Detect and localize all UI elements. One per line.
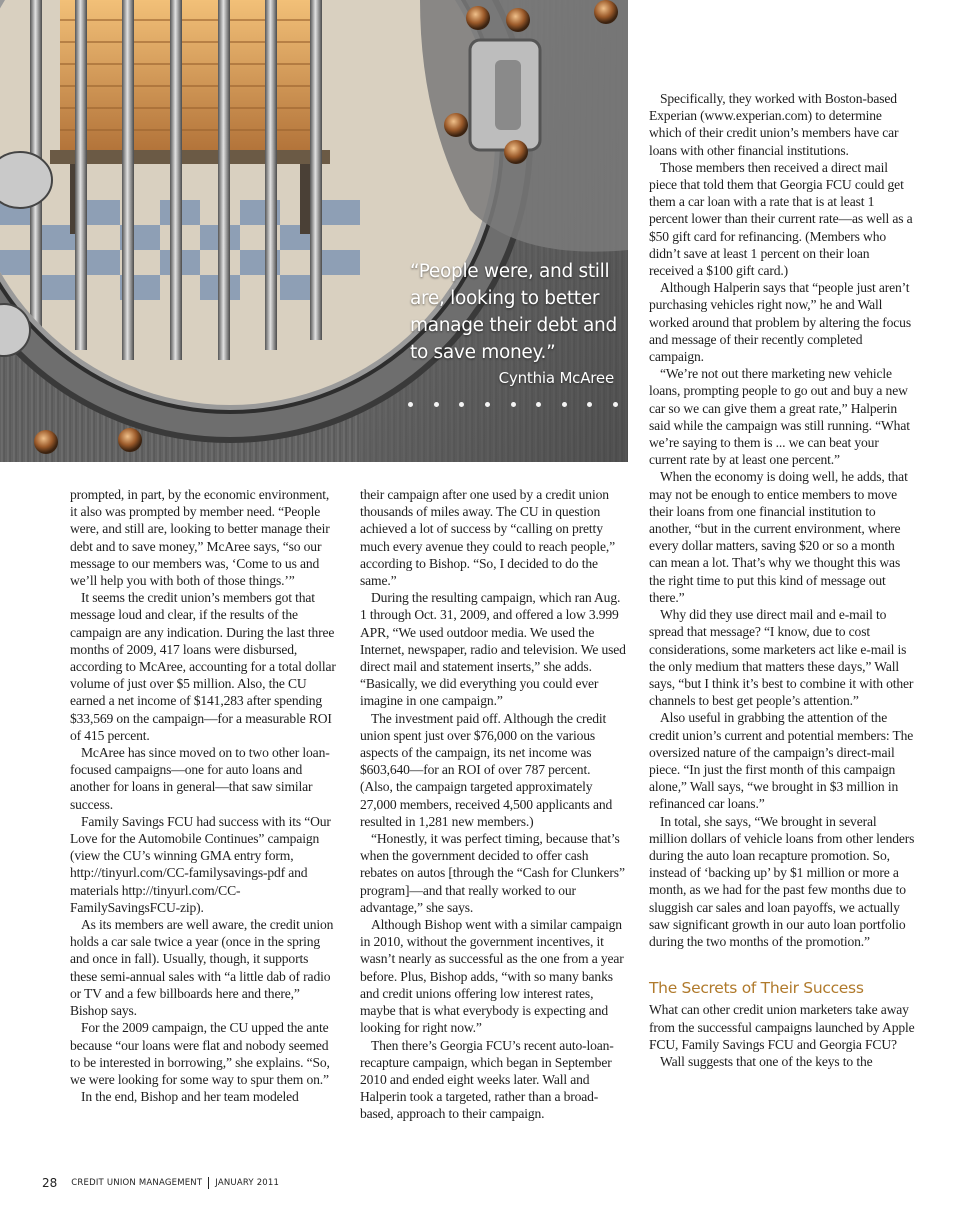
- paragraph: During the resulting campaign, which ran Aug. 1 through Oct. 31, 2009, and offered a low 3.999 APR, “We used outdoor media. We used the Internet, newspaper, radio and television. We used direct mail and statement inserts,” she adds. “Basically, we did everything you could ever imagine in one campaign.”: [360, 590, 626, 709]
- paragraph: McAree has since moved on to two other loan-focused campaigns—one for auto loans and another for loans in general—that saw similar success.: [70, 745, 330, 812]
- dot-icon: [562, 402, 567, 407]
- paragraph: For the 2009 campaign, the CU upped the ante because “our loans were flat and nobody seemed to be interested in borrowing,” she explains. “So, we were looking for some way to spur them on.”: [70, 1020, 330, 1087]
- paragraph: Wall suggests that one of the keys to the: [660, 1053, 873, 1069]
- dot-icon: [536, 402, 541, 407]
- decorative-dot-row: [408, 402, 618, 407]
- article-column-1: [70, 486, 336, 1105]
- paragraph: When the economy is doing well, he adds, that may not be enough to entice members to move their loans from one financial institution to another, “but in the current environment, where every dollar matters, saving $20 or so a month can mean a lot. That’s why we thought this was the right time to put this kind of message out there.”: [649, 469, 908, 605]
- paragraph: The investment paid off. Although the credit union spent just over $76,000 on the various aspects of the campaign, its net income was $603,640—for an ROI of over 787 percent. (Also, the campaign targeted approximately 27,000 members, received 4,500 applicants and resulted in 1,281 new members.): [360, 710, 613, 829]
- issue-date: JANUARY 2011: [215, 1178, 280, 1188]
- hero-image: [0, 0, 628, 462]
- paragraph: What can other credit union marketers take away from the successful campaigns launched by Apple FCU, Family Savings FCU and Georgia FCU?: [649, 1002, 915, 1052]
- pull-quote: “People were, and still are, looking to better manage their debt and to save money.”: [410, 261, 617, 363]
- dot-icon: [485, 402, 490, 407]
- paragraph: Those members then received a direct mail piece that told them that Georgia FCU could get them a car loan with a rate that is at least 1 percent lower than their current rate—as well as a $50 gift card for refinancing. (Members who didn’t save at least 1 percent on their loan received a $100 gift card.): [649, 159, 913, 279]
- dot-icon: [587, 402, 592, 407]
- dot-icon: [434, 402, 439, 407]
- paragraph: In total, she says, “We brought in several million dollars of vehicle loans from other lenders during the auto loan recapture promotion. So, instead of ‘backing up’ by $1 million or more a month, as we had for the past few months due to sluggish car sales and loan payoffs, we actually saw significant growth in our auto loan portfolio during the two months of the promotion.”: [649, 813, 915, 949]
- bank-vault-gold-bars-icon: [0, 0, 628, 462]
- paragraph: “Honestly, it was perfect timing, because that’s when the government decided to offer cash rebates on autos [through the “Cash for Clunkers” program]—and that really worked to our advantage,” she says.: [360, 831, 625, 915]
- pull-quote-attribution: Cynthia McAree: [498, 369, 614, 387]
- paragraph: Although Halperin says that “people just aren’t purchasing vehicles right now,” he and Wall worked around that problem by altering the focus and message of their recently completed campaign.: [649, 280, 911, 365]
- dot-icon: [511, 402, 516, 407]
- page-number: 28: [42, 1176, 58, 1190]
- paragraph: Specifically, they worked with Boston-based Experian (www.experian.com) to determine which of their credit union’s members have car loans with other financial institutions.: [649, 91, 899, 158]
- paragraph: In the end, Bishop and her team modeled: [81, 1089, 299, 1105]
- dot-icon: [408, 402, 413, 407]
- article-column-3: [649, 90, 915, 1070]
- page-footer: [42, 1176, 279, 1190]
- paragraph: Why did they use direct mail and e-mail to spread that message? “I know, due to cost considerations, some marketers act like e-mail is the only medium that matters these days,” Wall says, “but I think it’s best to combine it with other channels to best get people’s attention.”: [649, 607, 914, 709]
- dot-icon: [613, 402, 618, 407]
- paragraph: Also useful in grabbing the attention of the credit union’s current and potential members: The oversized nature of the campaign’s direct-mail piece. “In just the first month of this campaign alone,” Wall says, “we brought in $3 million in refinanced car loans.”: [649, 710, 914, 812]
- paragraph: “We’re not out there marketing new vehicle loans, prompting people to go out and buy a new car so we can give them a great rate,” Halperin said while the campaign was still running. “What we’re saying to them is ... we can beat your current rate by at least one percent.”: [649, 366, 910, 468]
- publication-name: CREDIT UNION MANAGEMENT: [71, 1178, 203, 1188]
- dot-icon: [459, 402, 464, 407]
- paragraph: Family Savings FCU had success with its “Our Love for the Automobile Continues” campaign (view the CU’s winning GMA entry form, http://tinyurl.com/CC-familysavings-pdf and materials http://tinyurl.com/CC-FamilySavingsFCU-zip).: [70, 813, 331, 915]
- footer-divider: [208, 1177, 209, 1189]
- article-column-2: [360, 486, 626, 1123]
- paragraph: prompted, in part, by the economic environment, it also was prompted by member need. “People were, and still are, looking to better manage their debt and to save money,” McAree says, “so our message to our members was, ‘Come to us and we’ll help you with both of those things.’”: [70, 487, 330, 589]
- paragraph: Although Bishop went with a similar campaign in 2010, without the government incentives, it wasn’t nearly as successful as the one from a year before. Plus, Bishop adds, “with so many banks and credit unions offering low interest rates, maybe that is what everybody is expecting and looking for right now.”: [360, 917, 624, 1036]
- paragraph: their campaign after one used by a credit union thousands of miles away. The CU in question achieved a lot of success by “calling on pretty much every avenue they could to reach people,” according to Bishop. “So, I decided to do the same.”: [360, 487, 616, 589]
- section-heading: The Secrets of Their Success: [649, 979, 864, 998]
- paragraph: It seems the credit union’s members got that message loud and clear, if the results of the campaign are any indication. During the last three months of 2009, 417 loans were disbursed, according to McAree, accounting for a total dollar volume of just over $5 million. Also, the CU earned a net income of $141,283 after spending $33,569 on the campaign—for a measurable ROI of 415 percent.: [70, 590, 336, 743]
- paragraph: Then there’s Georgia FCU’s recent auto-loan-recapture campaign, which began in September 2010 and ended eight weeks later. Wall and Halperin took a targeted, rather than a broad-based, approach to their campaign.: [360, 1037, 614, 1122]
- paragraph: As its members are well aware, the credit union holds a car sale twice a year (once in the spring and once in fall). Usually, though, it supports these semi-annual sales with “a little dab of radio or TV and a few billboards here and there,” Bishop says.: [70, 917, 334, 1019]
